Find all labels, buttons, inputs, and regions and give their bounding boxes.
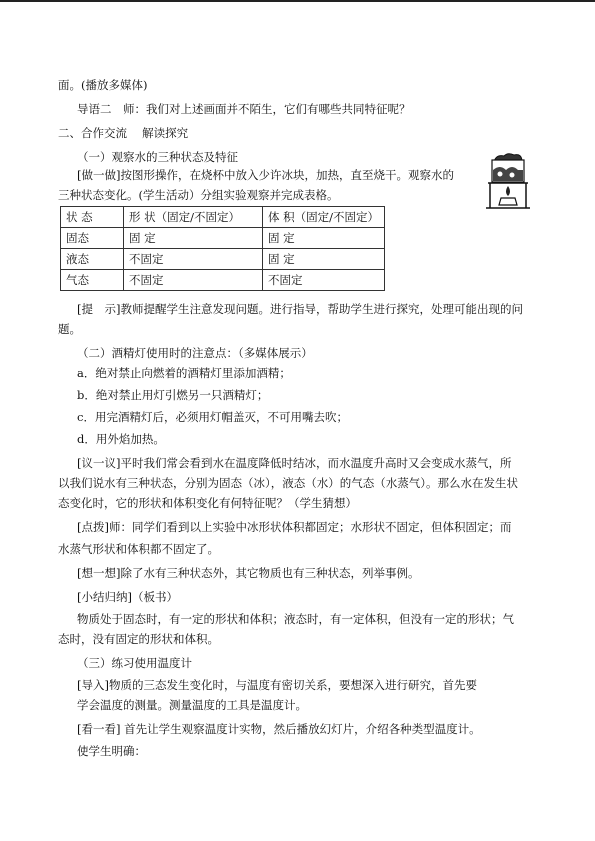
- text-line: 学会温度的测量。测量温度的工具是温度计。: [77, 698, 307, 712]
- table-cell: 不固定: [124, 270, 263, 291]
- table-row: [61, 270, 385, 291]
- text-line: [议一议]平时我们常会看到水在温度降低时结冰，而水温度升高时又会变成水蒸气，所: [77, 456, 512, 470]
- table-cell: 固 定: [263, 249, 385, 270]
- list-item: c．用完酒精灯后，必须用灯帽盖灭，不可用嘴去吹；: [77, 410, 348, 424]
- water-states-table: [60, 206, 385, 291]
- table-cell: 液态: [61, 249, 124, 270]
- table-row: [61, 228, 385, 249]
- text-line: [看一看] 首先让学生观察温度计实物，然后播放幻灯片，介绍各种类型温度计。: [77, 722, 481, 736]
- text-line: [导入]物质的三态发生变化时，与温度有密切关系，要想深入进行研究，首先要: [77, 678, 477, 692]
- table-cell: 固态: [61, 228, 124, 249]
- table-cell: 不固定: [124, 249, 263, 270]
- table-row: [61, 249, 385, 270]
- table-header-cell: 形 状（固定/不固定）: [124, 207, 263, 228]
- text-line: 态变化时，它的形状和体积变化有何特征呢？（学生猜想）: [58, 496, 357, 510]
- text-line: 态时，没有固定的形状和体积。: [58, 632, 219, 646]
- beaker-heating-illustration: [484, 150, 532, 212]
- table-cell: 固 定: [124, 228, 263, 249]
- subsection-heading: （三）练习使用温度计: [77, 656, 192, 670]
- table-header-row: [61, 207, 385, 228]
- section-heading: 二、合作交流 解读探究: [58, 126, 189, 140]
- table-header-cell: 状 态: [61, 207, 124, 228]
- text-line: 使学生明确：: [77, 744, 146, 758]
- list-item: d．用外焰加热。: [77, 432, 165, 446]
- text-line: 水蒸气形状和体积都不固定了。: [58, 542, 219, 556]
- table-cell: 气态: [61, 270, 124, 291]
- text-line: [想一想]除了水有三种状态外，其它物质也有三种状态，列举事例。: [77, 566, 420, 580]
- list-item: b．绝对禁止用灯引燃另一只酒精灯；: [77, 388, 269, 402]
- text-line: [小结归纳]（板书）: [77, 590, 178, 604]
- table-header-cell: 体 积（固定/不固定）: [263, 207, 385, 228]
- list-item: a．绝对禁止向燃着的酒精灯里添加酒精；: [77, 366, 291, 380]
- subsection-heading: （一）观察水的三种状态及特征: [77, 150, 238, 164]
- text-line: 三种状态变化。(学生活动）分组实验观察并完成表格。: [58, 188, 339, 202]
- text-line: [点拨]师：同学们看到以上实验中冰形状体积都固定；水形状不固定，但体积固定；而: [77, 520, 512, 534]
- text-line: 题。: [58, 322, 81, 336]
- text-line: 导语二 师：我们对上述画面并不陌生，它们有哪些共同特征呢？: [77, 102, 411, 116]
- subsection-heading: （二）酒精灯使用时的注意点：（多媒体展示）: [77, 346, 313, 360]
- text-line: 面。(播放多媒体): [58, 78, 148, 92]
- text-line: 物质处于固态时，有一定的形状和体积；液态时，有一定体积，但没有一定的形状；气: [77, 612, 514, 626]
- page-top-rule: [0, 0, 595, 2]
- text-line: [提 示]教师提醒学生注意发现问题。进行指导，帮助学生进行探究，处理可能出现的问: [77, 302, 523, 316]
- table-cell: 不固定: [263, 270, 385, 291]
- text-line: [做一做]按图形操作，在烧杯中放入少许冰块，加热，直至烧干。观察水的: [77, 168, 454, 182]
- text-line: 以我们说水有三种状态，分别为固态（冰），液态（水）的气态（水蒸气）。那么水在发生状: [58, 476, 518, 490]
- table-cell: 固 定: [263, 228, 385, 249]
